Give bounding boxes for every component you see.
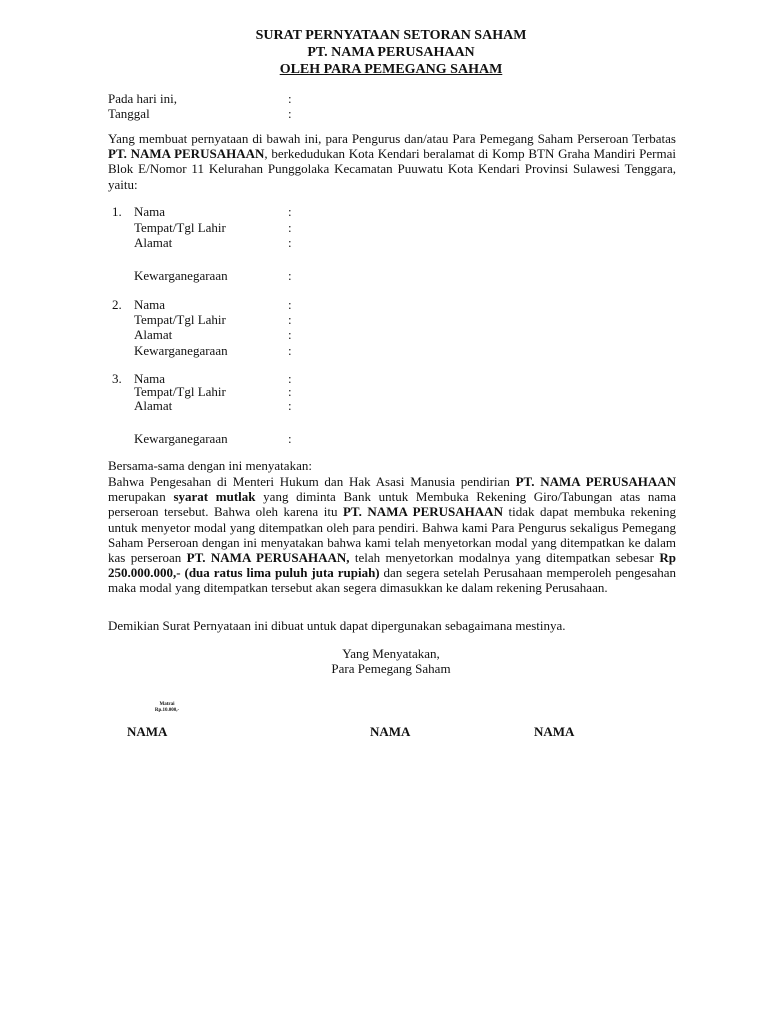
person-1-number: 1.: [112, 204, 122, 219]
person-2-alamat-colon: :: [288, 327, 292, 342]
person-2-warga-colon: :: [288, 343, 292, 358]
person-1-alamat-colon: :: [288, 235, 292, 250]
person-2-ttl-label: Tempat/Tgl Lahir: [134, 312, 226, 327]
title-line-1: SURAT PERNYATAAN SETORAN SAHAM: [255, 28, 527, 43]
closing-text: Demikian Surat Pernyataan ini dibuat untuk dapat dipergunakan sebagaimana mestinya.: [108, 618, 566, 633]
statement-text-5: telah menyetorkan modalnya yang ditempatkan sebesar: [349, 550, 660, 566]
tanggal-colon: :: [288, 106, 292, 121]
title-line-2: PT. NAMA PERUSAHAAN: [307, 45, 475, 60]
statement-paragraph: [108, 474, 676, 596]
person-2-nama-colon: :: [288, 297, 292, 312]
statement-text-1: Bahwa Pengesahan di Menteri Hukum dan Hak Asasi Manusia pendirian: [108, 474, 516, 489]
statement-company-1: PT. NAMA PERUSAHAAN: [515, 474, 676, 489]
statement-text-4: tidak dapat membuka rekening untuk menyetor modal yang ditempatkan oleh para pendiri. Bahwa kami Para Pengurus sekaligus Pemegang Saham Perseroan dengan ini menyatakan bahwa kami telah menyetorkan modal yang ditempatkan ke dalam kas perseroan: [108, 504, 676, 566]
person-1-nama-colon: :: [288, 204, 292, 219]
person-1-ttl-label: Tempat/Tgl Lahir: [134, 220, 226, 235]
intro-text-2: , berkedudukan Kota Kendari beralamat di Komp BTN Graha Mandiri Permai Blok E/Nomor 11 Kelurahan Punggolaka Kecamatan Puuwatu Kota Kendari Provinsi Sulawesi Tenggara, yaitu:: [108, 146, 676, 192]
statement-text-2: merupakan: [108, 489, 174, 505]
statement-company-2: PT. NAMA PERUSAHAAN: [342, 504, 503, 520]
stamp-line-2: Rp.10.000,-: [154, 708, 180, 713]
title-line-3: OLEH PARA PEMEGANG SAHAM: [279, 62, 503, 77]
person-3-ttl-label: Tempat/Tgl Lahir: [134, 384, 226, 399]
signoff-line-2: Para Pemegang Saham: [331, 661, 451, 676]
person-1-nama-label: Nama: [134, 204, 166, 219]
person-3-warga-label: Kewarganegaraan: [134, 431, 228, 446]
person-3-nama-label: Nama: [134, 371, 166, 386]
person-3-number: 3.: [112, 371, 122, 386]
statement-lead: Bersama-sama dengan ini menyatakan:: [108, 458, 312, 473]
signature-name-1: NAMA: [127, 724, 168, 739]
person-1-ttl-colon: :: [288, 220, 292, 235]
person-3-ttl-colon: :: [288, 384, 292, 399]
person-1-warga-colon: :: [288, 268, 292, 283]
stamp-note: [144, 702, 190, 714]
person-3-alamat-label: Alamat: [134, 398, 173, 413]
stamp-line-1: Matrai: [159, 702, 175, 707]
person-3-warga-colon: :: [288, 431, 292, 446]
statement-company-3: PT. NAMA PERUSAHAAN,: [186, 550, 350, 566]
person-1-alamat-label: Alamat: [134, 235, 173, 250]
signature-name-2: NAMA: [370, 724, 411, 739]
hari-colon: :: [288, 91, 292, 106]
tanggal-label: Tanggal: [108, 106, 150, 121]
intro-text-1: Yang membuat pernyataan di bawah ini, para Pengurus dan/atau Para Pemegang Saham Perseroan Terbatas: [108, 131, 676, 146]
person-1-warga-label: Kewarganegaraan: [134, 268, 228, 283]
signoff-line-1: Yang Menyatakan,: [342, 646, 440, 661]
person-2-alamat-label: Alamat: [134, 327, 173, 342]
person-2-nama-label: Nama: [134, 297, 166, 312]
person-2-warga-label: Kewarganegaraan: [134, 343, 228, 358]
statement-text-3: yang diminta Bank untuk Membuka Rekening Giro/Tabungan atas nama perseroan tersebut. Bahwa oleh karena itu: [108, 489, 676, 520]
statement-text-6: dan segera setelah Perusahaan memperoleh pengesahan maka modal yang ditempatkan tersebut akan segera dimasukkan ke dalam rekening Perusahaan.: [108, 565, 676, 596]
signature-name-3: NAMA: [534, 724, 575, 739]
intro-paragraph: [108, 131, 676, 192]
person-3-alamat-colon: :: [288, 398, 292, 413]
statement-syarat: syarat mutlak: [173, 489, 256, 505]
person-2-number: 2.: [112, 297, 122, 312]
person-2-ttl-colon: :: [288, 312, 292, 327]
statement-amount: Rp 250.000.000,- (dua ratus lima puluh juta rupiah): [108, 550, 676, 581]
intro-company: PT. NAMA PERUSAHAAN: [108, 146, 265, 162]
hari-label: Pada hari ini,: [108, 91, 177, 106]
person-3-nama-colon: :: [288, 371, 292, 386]
